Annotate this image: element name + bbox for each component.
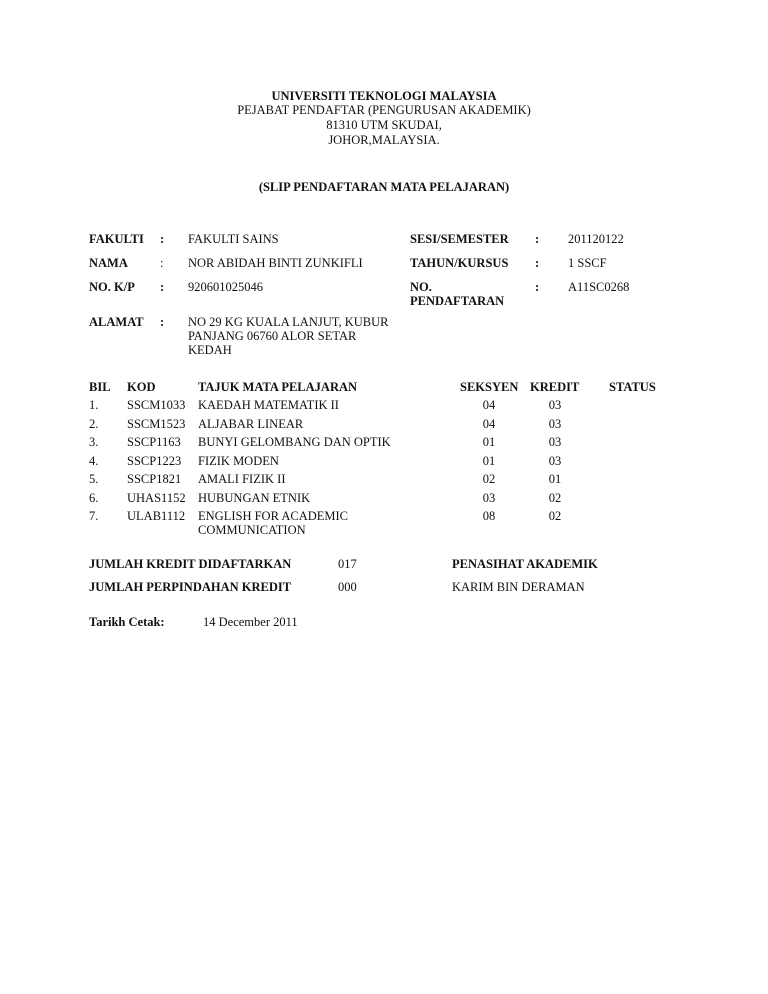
penasihat-label: PENASIHAT AKADEMIK: [452, 557, 598, 571]
jumlah-kredit-label: JUMLAH KREDIT DIDAFTARKAN: [89, 557, 292, 571]
kredit-cell: 02: [548, 509, 562, 523]
bil-cell: 5.: [89, 472, 99, 486]
tarikh-value: 14 December 2011: [203, 615, 298, 629]
jumlah-pindah-value: 000: [338, 580, 357, 594]
kp-value: 920601025046: [188, 280, 263, 294]
nama-value: NOR ABIDAH BINTI ZUNKIFLI: [188, 256, 363, 270]
slip-title: (SLIP PENDAFTARAN MATA PELAJARAN): [258, 180, 510, 194]
bil-cell: 6.: [89, 490, 99, 505]
alamat-line: NO 29 KG KUALA LANJUT, KUBUR: [188, 315, 389, 329]
seksyen-cell: 03: [482, 490, 496, 505]
penasihat-value: KARIM BIN DERAMAN: [452, 580, 585, 594]
jumlah-kredit-value: 017: [338, 557, 357, 571]
tahun-label: TAHUN/KURSUS: [410, 256, 509, 270]
tajuk-cell: ALJABAR LINEAR: [198, 416, 304, 431]
daftar-label-line: PENDAFTARAN: [410, 294, 505, 308]
kredit-cell: 03: [548, 416, 562, 431]
bil-cell: 1.: [89, 398, 99, 412]
alamat-value: [188, 315, 388, 357]
tarikh-label: Tarikh Cetak:: [89, 615, 165, 629]
jumlah-pindah-label: JUMLAH PERPINDAHAN KREDIT: [89, 580, 292, 594]
seksyen-cell: 01: [482, 435, 496, 449]
office-name: PEJABAT PENDAFTAR (PENGURUSAN AKADEMIK): [237, 103, 531, 117]
colon: :: [160, 232, 165, 246]
tajuk-cell: FIZIK MODEN: [198, 453, 279, 468]
col-kredit: KREDIT: [530, 380, 580, 394]
col-status: STATUS: [609, 380, 656, 394]
kp-label: NO. K/P: [89, 280, 135, 294]
alamat-line: PANJANG 06760 ALOR SETAR: [188, 329, 357, 343]
colon: :: [160, 315, 165, 329]
tajuk-cell-continued: COMMUNICATION: [198, 523, 306, 537]
colon: :: [535, 232, 540, 246]
tajuk-cell: BUNYI GELOMBANG DAN OPTIK: [198, 435, 391, 449]
colon: :: [535, 256, 540, 270]
kod-cell: SSCM1523: [127, 416, 186, 431]
sesi-value: 201120122: [568, 232, 624, 246]
daftar-label: [410, 280, 504, 308]
kredit-cell: 03: [548, 453, 562, 468]
kod-cell: UHAS1152: [127, 490, 186, 505]
alamat-label: ALAMAT: [89, 315, 144, 329]
col-bil: BIL: [89, 380, 111, 394]
kod-cell: SSCP1223: [127, 453, 182, 468]
bil-cell: 2.: [89, 416, 99, 431]
seksyen-cell: 04: [482, 398, 496, 412]
kod-cell: SSCP1821: [127, 472, 182, 486]
tajuk-cell: KAEDAH MATEMATIK II: [198, 398, 339, 412]
colon: :: [160, 280, 165, 294]
col-kod: KOD: [127, 380, 156, 394]
daftar-value: A11SC0268: [568, 280, 630, 294]
nama-label: NAMA: [89, 256, 128, 270]
sesi-label: SESI/SEMESTER: [410, 232, 509, 246]
bil-cell: 4.: [89, 453, 99, 468]
tajuk-cell: HUBUNGAN ETNIK: [198, 490, 311, 505]
colon: :: [160, 256, 164, 270]
kod-cell: ULAB1112: [127, 509, 186, 523]
col-tajuk: TAJUK MATA PELAJARAN: [198, 380, 358, 394]
kredit-cell: 03: [548, 398, 562, 412]
address-state: JOHOR,MALAYSIA.: [328, 133, 440, 147]
tajuk-cell: AMALI FIZIK II: [198, 472, 286, 486]
seksyen-cell: 08: [482, 509, 496, 523]
seksyen-cell: 01: [482, 453, 496, 468]
kredit-cell: 02: [548, 490, 562, 505]
seksyen-cell: 04: [482, 416, 496, 431]
daftar-label-line: NO.: [410, 280, 432, 294]
seksyen-cell: 02: [482, 472, 496, 486]
bil-cell: 7.: [89, 509, 99, 523]
tahun-value: 1 SSCF: [568, 256, 607, 270]
fakulti-value: FAKULTI SAINS: [188, 232, 279, 246]
kredit-cell: 03: [548, 435, 562, 449]
address-postcode: 81310 UTM SKUDAI,: [326, 118, 442, 132]
alamat-line: KEDAH: [188, 343, 232, 357]
bil-cell: 3.: [89, 435, 99, 449]
fakulti-label: FAKULTI: [89, 232, 144, 246]
kod-cell: SSCM1033: [127, 398, 186, 412]
colon: :: [535, 280, 540, 294]
kredit-cell: 01: [548, 472, 562, 486]
tajuk-cell: ENGLISH FOR ACADEMIC: [198, 509, 349, 523]
kod-cell: SSCP1163: [127, 435, 181, 449]
col-seksyen: SEKSYEN: [460, 380, 519, 394]
university-name: UNIVERSITI TEKNOLOGI MALAYSIA: [271, 89, 497, 103]
